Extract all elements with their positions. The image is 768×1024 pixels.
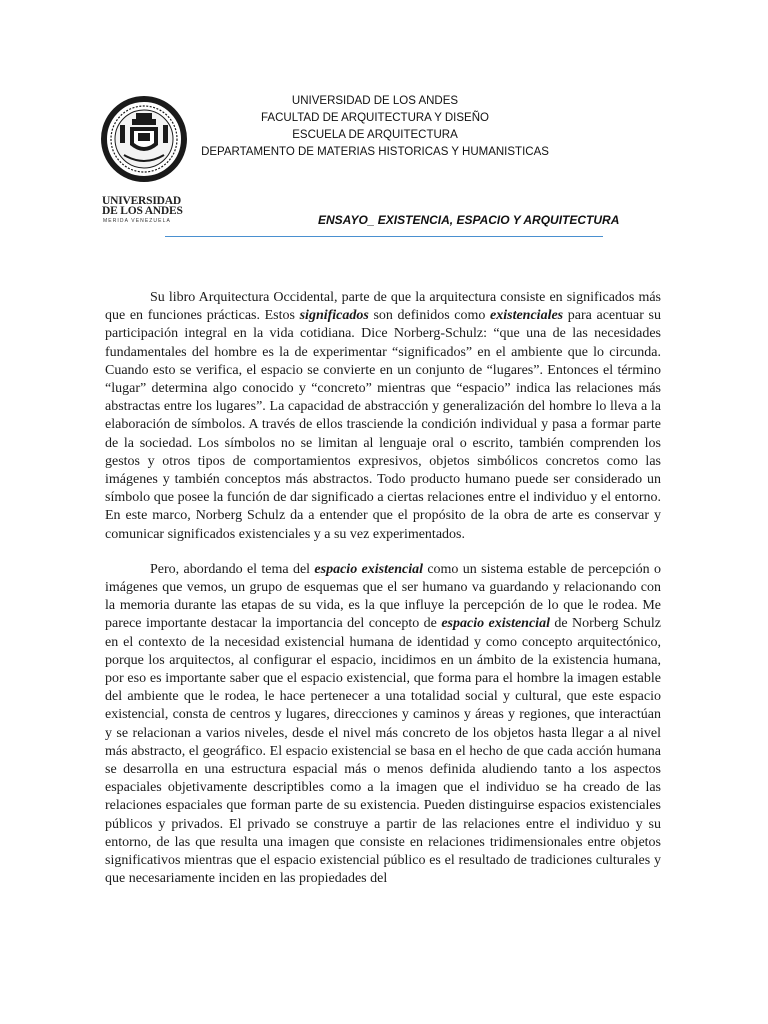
emphasized-term: espacio existencial <box>314 561 423 577</box>
body-paragraph <box>105 289 661 544</box>
header-faculty: FACULTAD DE ARQUITECTURA Y DISEÑO <box>261 112 489 124</box>
logo-name-line2: DE LOS ANDES <box>102 205 183 217</box>
emphasized-term: existenciales <box>490 308 564 324</box>
body-paragraph <box>105 561 661 889</box>
paragraph-text: Su libro Arquitectura Occidental, parte de que la arquitectura consiste en significados más que en funciones prácticas. Estos <box>105 290 661 324</box>
logo-name-line1: UNIVERSIDAD <box>102 195 181 207</box>
emphasized-term: espacio existencial <box>441 616 550 632</box>
header-school: ESCUELA DE ARQUITECTURA <box>292 129 458 141</box>
header-university: UNIVERSIDAD DE LOS ANDES <box>291 95 459 107</box>
title-divider <box>165 236 603 237</box>
paragraph-text: Pero, abordando el tema del <box>150 561 315 577</box>
logo-city: MERIDA VENEZUELA <box>103 218 171 224</box>
paragraph-text: de Norberg Schulz en el contexto de la necesidad existencial humana de identidad y como concepto arquitectónico, porque los arquitectos, al configurar el espacio, incidimos en un ámbito de la existencia humana, por eso es importante saber que el espacio existencial, que forma para el hombre la imagen estable del ambiente que le rodea, le hace pertenecer a una totalidad social y cultural, que este espacio existencial, consta de centros y lugares, direcciones y caminos y áreas y regiones, que interactúan y se relacionan a varios niveles, desde el nivel más concreto de los objetos hasta llegar a al nivel más abstracto, el geográfico. El espacio existencial se basa en el hecho de que cada acción humana se desarrolla en una estructura espacial más o menos definida aludiendo tanto a los aspectos espaciales objetivamente descriptibles como a la imagen que el individuo se ha creado de las relaciones espaciales que forman parte de su existencia. Pueden distinguirse espacios existenciales públicos y privados. El privado se construye a partir de las relaciones entre el individuo y su entorno, de las que resulta una imagen que consiste en relaciones tridimensionales entre objetos significativos mientras que el espacio existencial público es el resultado de tradiciones culturales y que necesariamente inciden en las propiedades del <box>105 616 661 887</box>
paragraph-text: son definidos como <box>368 308 491 324</box>
essay-body <box>105 289 661 906</box>
logo-wordmark <box>102 196 192 216</box>
paragraph-text: como un sistema estable de percepción o imágenes que vemos, un grupo de esquemas que el ser humano va guardando y relacionando con la memoria durante las etapas de su vida, es la que influye la percepción de lo que le rodea. Me parece importante destacar la importancia del concepto de <box>105 561 662 632</box>
essay-title: ENSAYO_ EXISTENCIA, ESPACIO Y ARQUITECTURA <box>318 213 620 227</box>
university-seal-icon <box>100 95 190 195</box>
paragraph-text: para acentuar su participación integral en la vida cotidiana. Dice Norberg-Schulz: “que una de las necesidades fundamentales del hombre es la de experimentar “significados” en el ambiente que lo circunda. Cuando esto se verifica, el espacio se convierte en un conjunto de “lugares”. Entonces el término “lugar” determina algo conocido y “concreto” mientras que “espacio” indica las relaciones más abstractas entre los lugares”. La capacidad de abstracción y generalización del hombre lo lleva a la elaboración de símbolos. A través de ellos trasciende la condición individual y pasa a formar parte de la sociedad. Los símbolos no se limitan al lenguaje oral o escrito, también comprenden los gestos y otros tipos de comportamientos expresivos, objetos simbólicos concretos como las imágenes y también conceptos más abstractos. Todo producto humano puede ser considerado un símbolo que posee la función de dar significado a ciertas relaciones entre el individuo y el entorno. En este marco, Norberg Schulz da a entender que el propósito de la obra de arte es conservar y comunicar significados existenciales y a su vez experimentados. <box>105 308 661 542</box>
emphasized-term: significados <box>299 308 369 324</box>
header-department: DEPARTAMENTO DE MATERIAS HISTORICAS Y HUMANISTICAS <box>201 146 549 158</box>
